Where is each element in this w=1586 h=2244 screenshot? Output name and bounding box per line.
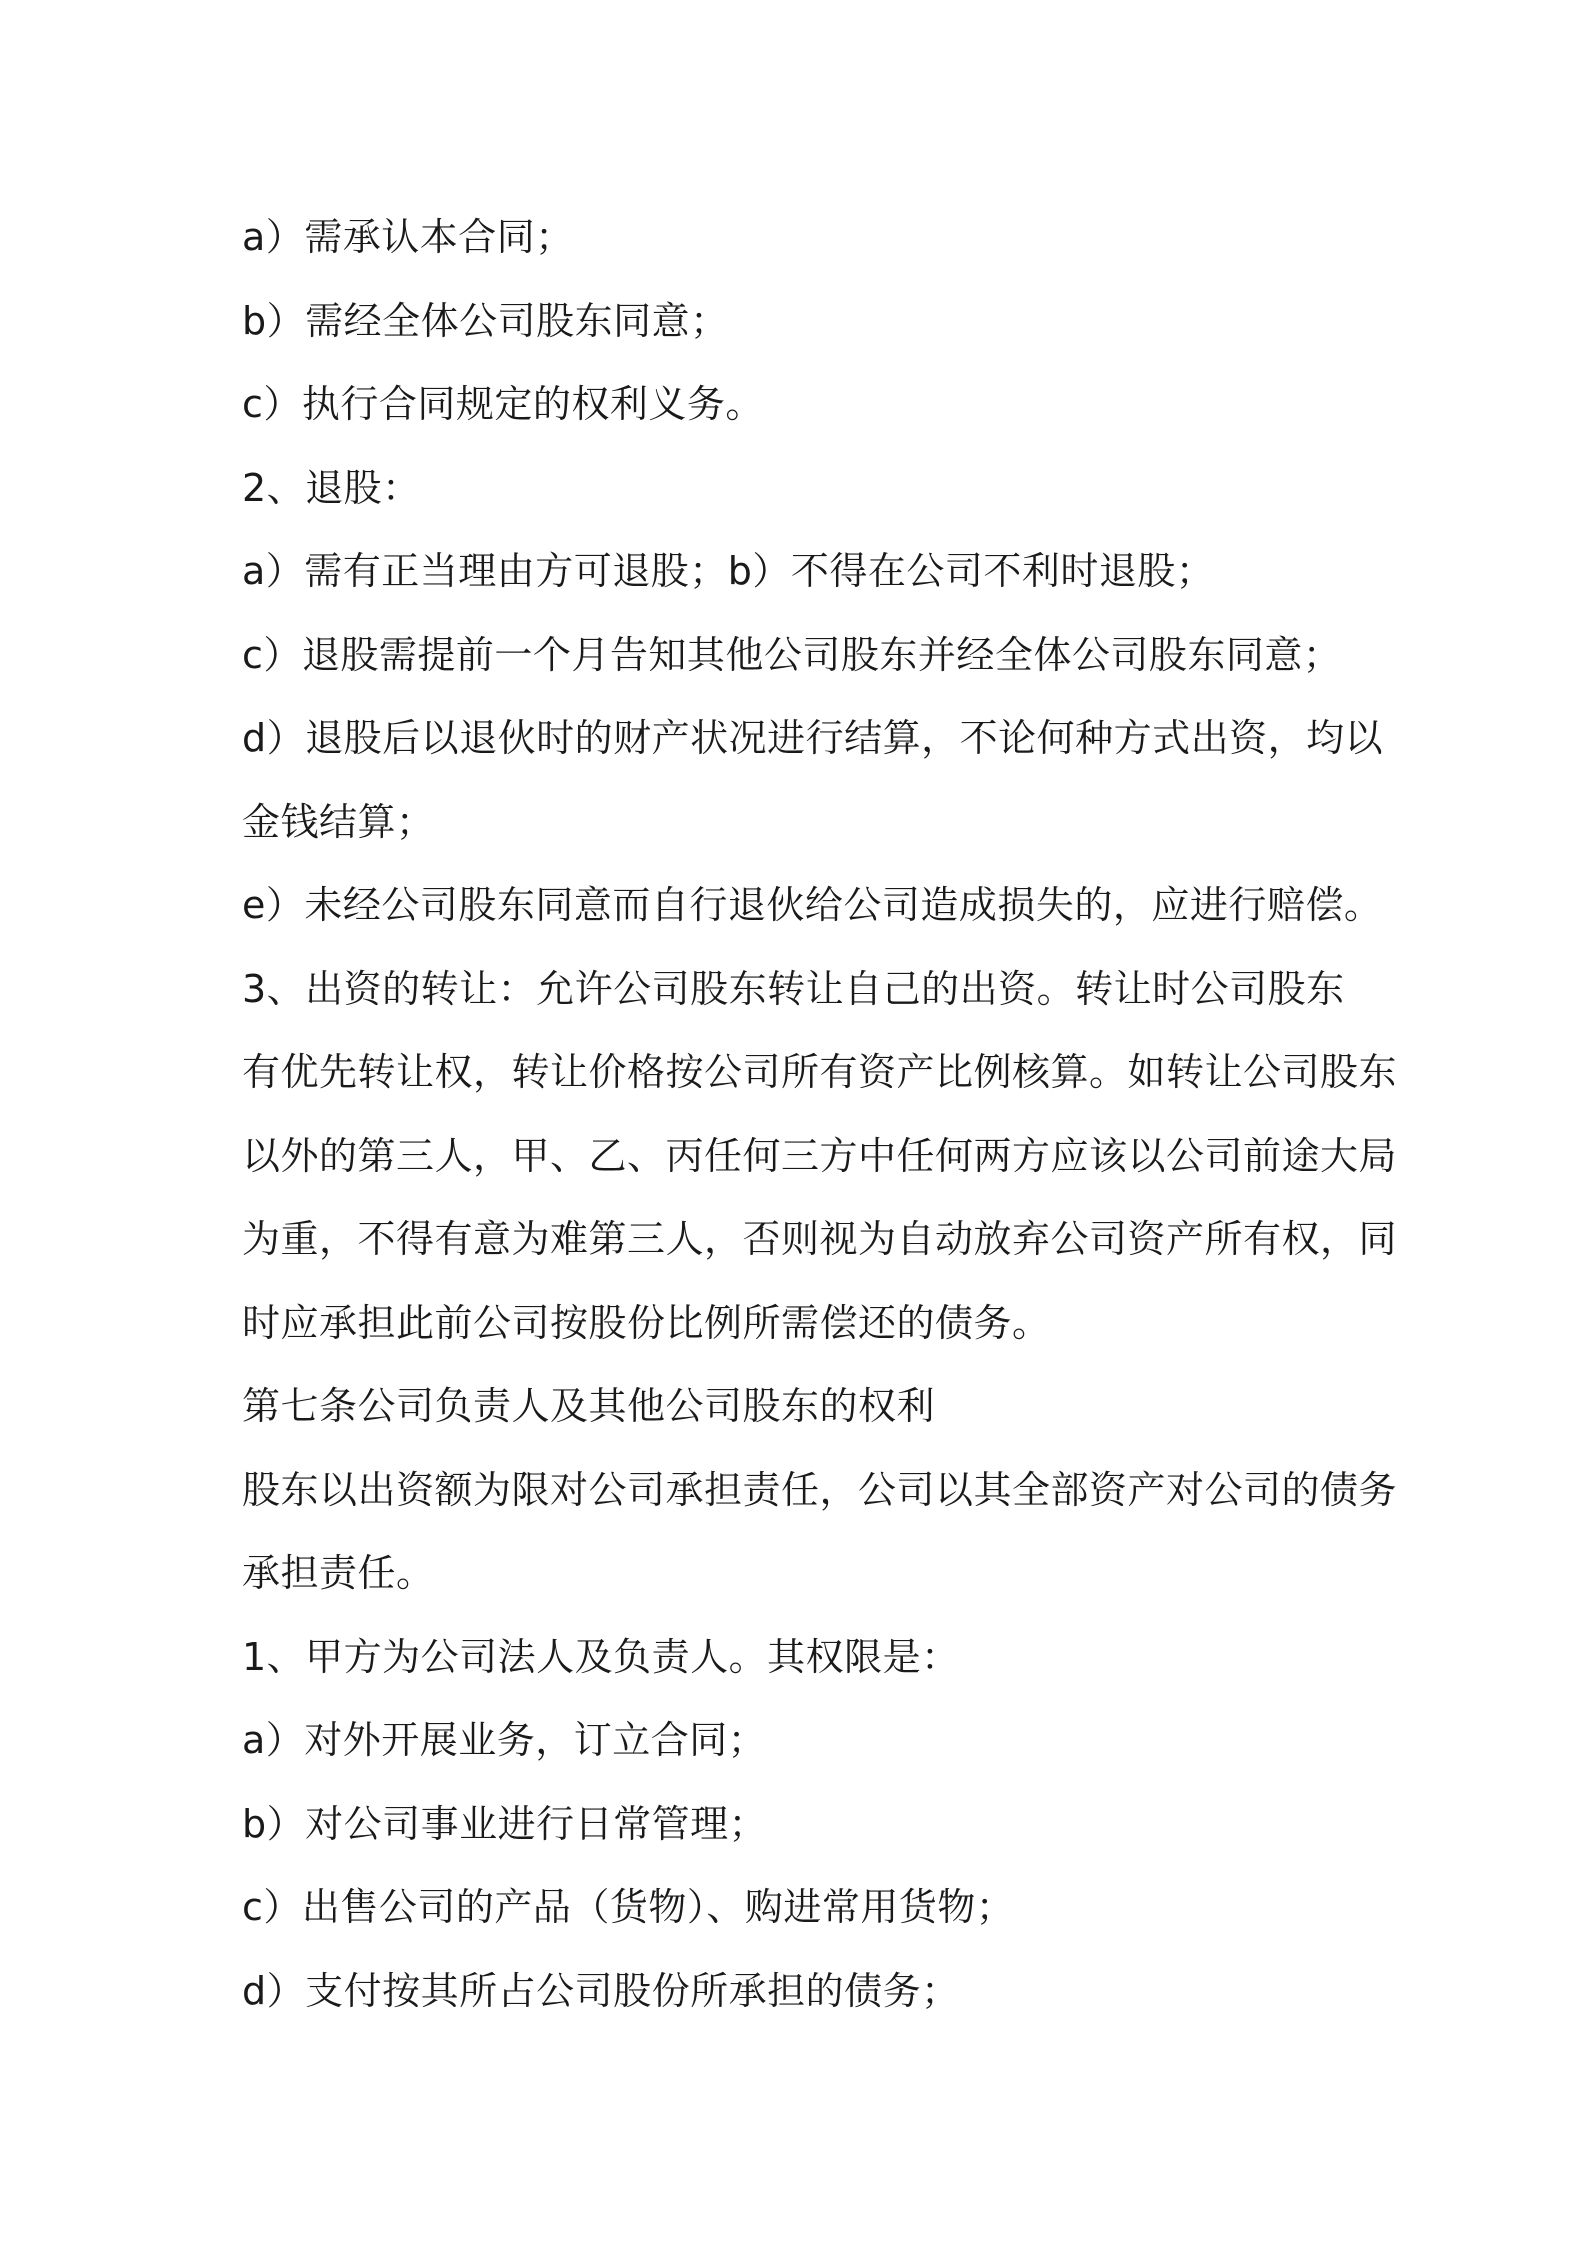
paragraph-line: 以外的第三人，甲、乙、丙任何三方中任何两方应该以公司前途大局 — [242, 1133, 1398, 1178]
paragraph-line: 股东以出资额为限对公司承担责任，公司以其全部资产对公司的债务 — [242, 1467, 1398, 1512]
section-heading: 2、退股： — [242, 465, 421, 510]
section-heading: 1、甲方为公司法人及负责人。其权限是： — [242, 1634, 960, 1679]
clause-line: b）对公司事业进行日常管理； — [242, 1801, 768, 1846]
clause-line: b）需经全体公司股东同意； — [242, 298, 729, 343]
clause-line: d）支付按其所占公司股份所承担的债务； — [242, 1968, 960, 2013]
paragraph-line: 有优先转让权，转让价格按公司所有资产比例核算。如转让公司股东 — [242, 1050, 1398, 1094]
clause-line: a）需承认本合同； — [242, 215, 574, 259]
paragraph-line: 时应承担此前公司按股份比例所需偿还的债务。 — [242, 1300, 1051, 1345]
clause-line: c）退股需提前一个月告知其他公司股东并经全体公司股东同意； — [242, 632, 1342, 677]
paragraph-line: 为重，不得有意为难第三人，否则视为自动放弃公司资产所有权，同 — [242, 1217, 1398, 1261]
clause-line: d）退股后以退伙时的财产状况进行结算，不论何种方式出资，均以 — [242, 716, 1384, 760]
paragraph-line: 承担责任。 — [242, 1551, 435, 1595]
document-body — [242, 196, 1398, 2033]
paragraph-line: 3、出资的转让：允许公司股东转让自己的出资。转让时公司股东 — [242, 966, 1345, 1011]
clause-line: c）出售公司的产品（货物）、购进常用货物； — [242, 1885, 1015, 1929]
clause-line: a）对外开展业务，订立合同； — [242, 1718, 767, 1762]
clause-line: a）需有正当理由方可退股；b）不得在公司不利时退股； — [242, 549, 1215, 593]
article-title: 第七条公司负责人及其他公司股东的权利 — [242, 1384, 936, 1428]
clause-line: c）执行合同规定的权利义务。 — [242, 382, 764, 426]
clause-line: 金钱结算； — [242, 799, 435, 844]
clause-line: e）未经公司股东同意而自行退伙给公司造成损失的，应进行赔偿。 — [242, 883, 1383, 927]
